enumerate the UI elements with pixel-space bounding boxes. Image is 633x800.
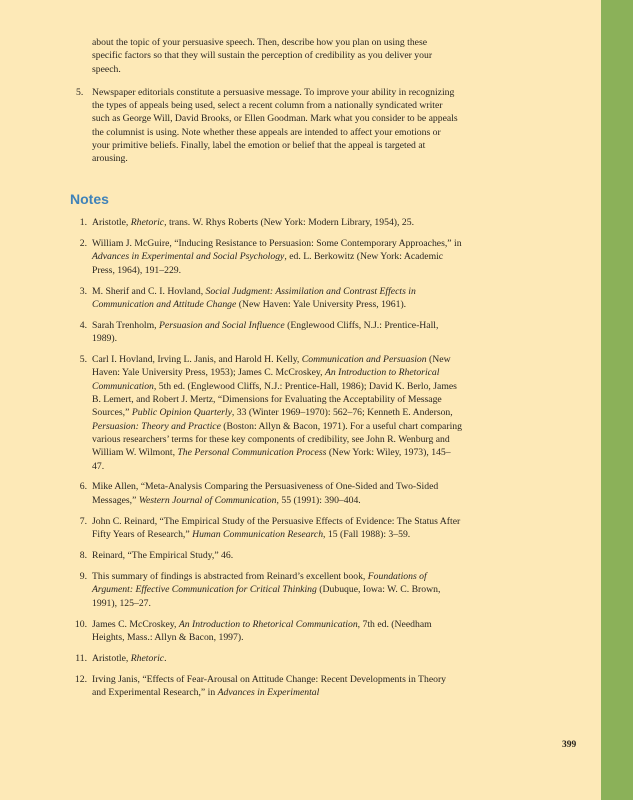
note-number: 9. — [79, 571, 87, 583]
notes-heading: Notes — [70, 191, 109, 207]
note-text: Sarah Trenholm, Persuasion and Social Influence (Englewood Cliffs, N.J.: Prentice-Hall, 1989). — [92, 319, 439, 345]
note-text: James C. McCroskey, An Introduction to Rhetorical Communication, 7th ed. (Needham Heights, Mass.: Allyn & Bacon, 1997). — [92, 618, 432, 643]
question-item — [76, 86, 458, 166]
note-text: Mike Allen, “Meta-Analysis Comparing the Persuasiveness of One-Sided and Two-Sided Messages,” Western Journal of Communication, 55 (1991): 390–404. — [92, 481, 439, 506]
note-number: 8. — [79, 550, 87, 562]
note-item — [70, 480, 462, 507]
note-item — [70, 285, 462, 312]
question-continuation: about the topic of your persuasive speech. Then, describe how you plan on using these specific factors so that they will sustain the perception of credibility as you deliver your speech. — [92, 37, 433, 75]
notes-list — [70, 216, 462, 707]
note-number: 10. — [74, 618, 87, 630]
note-item — [70, 673, 462, 700]
note-text: M. Sherif and C. I. Hovland, Social Judgment: Assimilation and Contrast Effects in Communication and Attitude Change (New Haven: Yale University Press, 1961). — [92, 285, 416, 310]
note-text: Aristotle, Rhetoric, trans. W. Rhys Roberts (New York: Modern Library, 1954), 25. — [92, 217, 414, 228]
note-number: 4. — [79, 319, 87, 331]
note-text: Reinard, “The Empirical Study,” 46. — [92, 550, 234, 562]
note-item — [70, 570, 462, 610]
note-item — [70, 652, 462, 665]
note-text: William J. McGuire, “Inducing Resistance to Persuasion: Some Contemporary Approaches,” in Advances in Experimental and Social Psychology, ed. L. Berkowitz (New York: Academic Press, 1964), 191–229. — [92, 237, 462, 276]
question-text: Newspaper editorials constitute a persuasive message. To improve your ability in recognizing the types of appeals being used, select a recent column from a nationally syndicated writer such as George Will, David Brooks, or Ellen Goodman. Mark what you consider to be appeals the columnist is using. Note whether these appeals are intended to affect your emotions or your primitive beliefs. Finally, label the emotion or belief that the appeal is targeted at arousing. — [92, 86, 458, 165]
note-number: 11. — [75, 652, 87, 664]
note-text: Carl I. Hovland, Irving L. Janis, and Harold H. Kelly, Communication and Persuasion (New Haven: Yale University Press, 1953); James C. McCroskey, An Introduction to Rhetorical Communication, 5th ed. (Englewood Cliffs, N.J.: Prentice-Hall, 1986); David K. Berlo, James B. Lemert, and Robert J. Mertz, “Dimensions for Evaluating the Acceptability of Message Sources,” Public Opinion Quarterly, 33 (Winter 1969–1970): 562–76; Kenneth E. Anderson, Persuasion: Theory and Practice (Boston: Allyn & Bacon, 1971). For a useful chart comparing various researchers’ terms for these key components of credibility, see John R. Wenburg and William W. Wilmont, The Personal Communication Process (New York: Wiley, 1973), 145–47. — [92, 354, 462, 472]
questions-section — [76, 36, 458, 166]
note-text: John C. Reinard, “The Empirical Study of the Persuasive Effects of Evidence: The Status After Fifty Years of Research,” Human Communication Research, 15 (Fall 1988): 3–59. — [92, 515, 461, 541]
note-item — [70, 515, 462, 542]
side-color-bar — [601, 0, 633, 800]
note-number: 7. — [79, 515, 87, 527]
page-number: 399 — [562, 740, 577, 750]
note-item — [70, 618, 462, 645]
note-item — [70, 237, 462, 277]
note-item — [70, 216, 462, 229]
note-number: 3. — [79, 285, 87, 297]
note-item — [70, 353, 462, 473]
note-number: 5. — [79, 354, 87, 366]
note-item — [70, 319, 462, 346]
note-number: 6. — [79, 481, 87, 493]
question-number: 5. — [76, 86, 84, 98]
note-number: 12. — [74, 673, 87, 685]
note-number: 1. — [79, 217, 87, 228]
note-item — [70, 549, 462, 562]
note-number: 2. — [79, 237, 87, 249]
note-text: This summary of findings is abstracted from Reinard’s excellent book, Foundations of Argument: Effective Communication for Critical Thinking (Dubuque, Iowa: W. C. Brown, 1991), 125–27. — [92, 571, 441, 609]
note-text: Irving Janis, “Effects of Fear-Arousal on Attitude Change: Recent Developments in Theory and Experimental Research,” in Advances in Experimental — [92, 673, 447, 699]
note-text: Aristotle, Rhetoric. — [92, 652, 167, 664]
